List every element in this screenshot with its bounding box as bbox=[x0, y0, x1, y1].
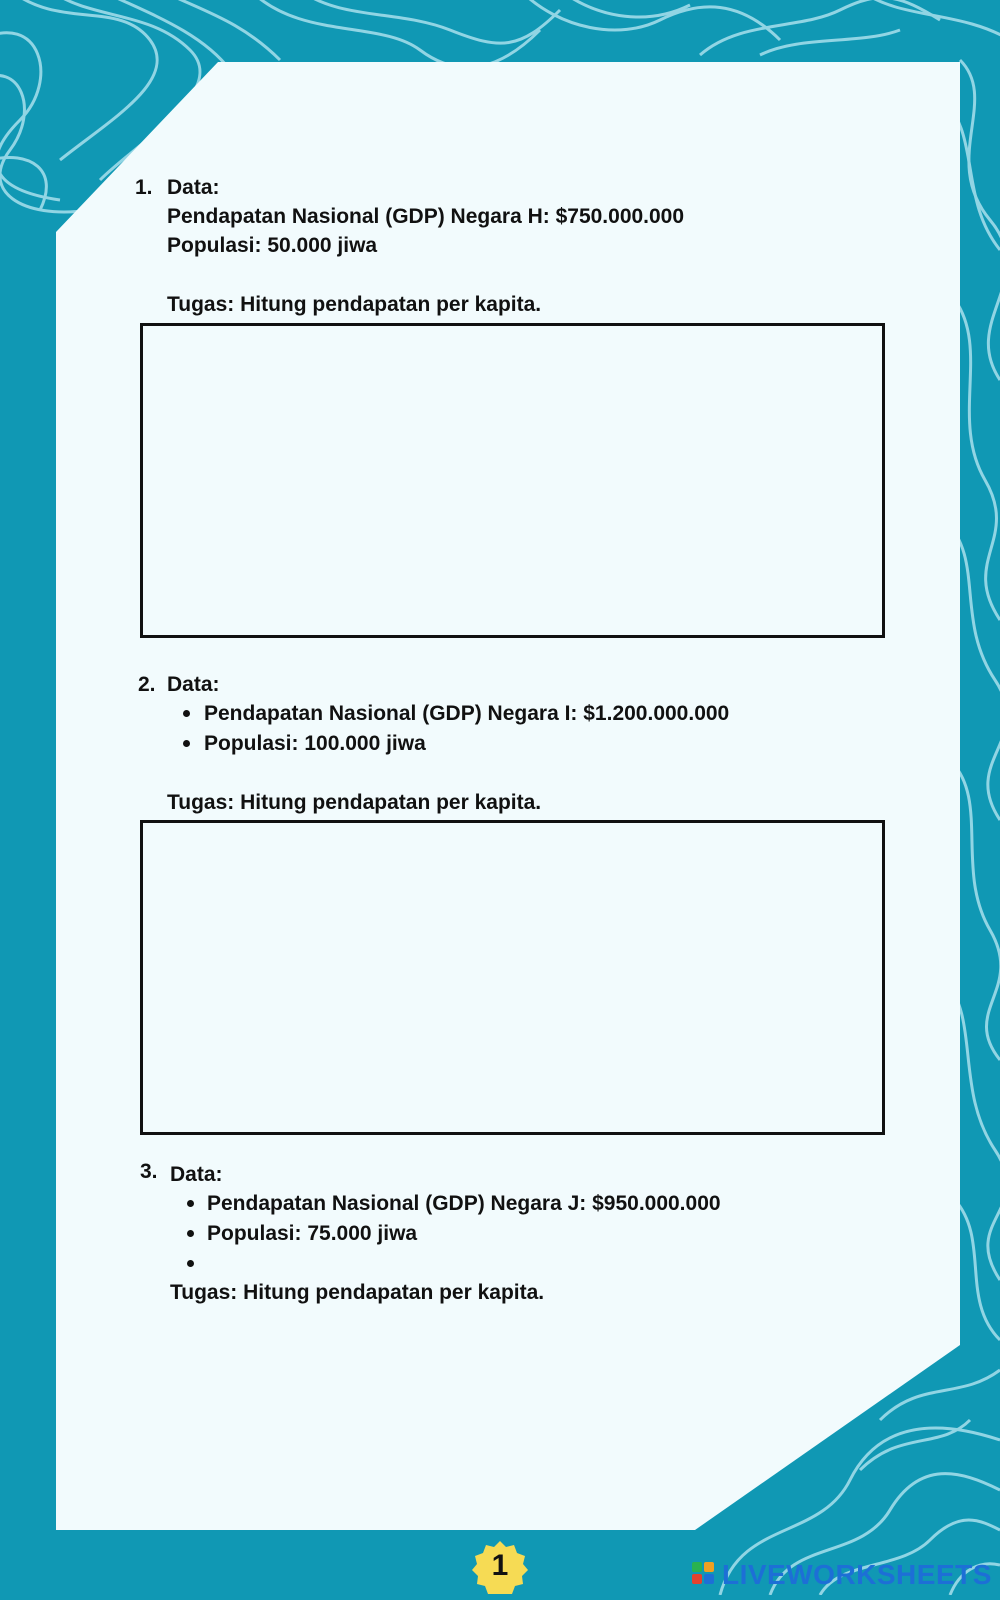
q2-gdp: Pendapatan Nasional (GDP) Negara I: $1.200.000.000 bbox=[204, 702, 730, 725]
q1-heading: Data: bbox=[167, 176, 220, 199]
q3-bullet-2 bbox=[187, 1230, 194, 1237]
q3-heading: Data: bbox=[170, 1163, 223, 1186]
q2-population: Populasi: 100.000 jiwa bbox=[204, 732, 426, 755]
logo-square-i bbox=[704, 1562, 714, 1572]
q3-gdp: Pendapatan Nasional (GDP) Negara J: $950.000.000 bbox=[207, 1192, 721, 1215]
q1-task: Tugas: Hitung pendapatan per kapita. bbox=[167, 293, 542, 316]
q3-bullet-3 bbox=[187, 1260, 194, 1267]
brand-name: LIVEWORKSHEETS bbox=[722, 1559, 992, 1590]
q1-population: Populasi: 50.000 jiwa bbox=[167, 234, 378, 257]
q2-number: 2. bbox=[138, 673, 156, 696]
q2-heading: Data: bbox=[167, 673, 220, 696]
page-number-badge bbox=[472, 1539, 528, 1595]
q2-task: Tugas: Hitung pendapatan per kapita. bbox=[167, 791, 542, 814]
logo-square-e bbox=[704, 1574, 714, 1584]
q1-answer-box[interactable] bbox=[140, 323, 885, 638]
q3-bullet-1 bbox=[187, 1200, 194, 1207]
q2-bullet-1 bbox=[183, 710, 190, 717]
logo-square-l bbox=[692, 1562, 702, 1572]
q3-task: Tugas: Hitung pendapatan per kapita. bbox=[170, 1281, 545, 1304]
q3-population: Populasi: 75.000 jiwa bbox=[207, 1222, 418, 1245]
q3-number: 3. bbox=[140, 1160, 158, 1183]
page-number: 1 bbox=[491, 1549, 509, 1582]
logo-square-v bbox=[692, 1574, 702, 1584]
q2-answer-box[interactable] bbox=[140, 820, 885, 1135]
q1-number: 1. bbox=[135, 176, 153, 199]
q1-gdp: Pendapatan Nasional (GDP) Negara H: $750.000.000 bbox=[167, 205, 685, 228]
q2-bullet-2 bbox=[183, 740, 190, 747]
